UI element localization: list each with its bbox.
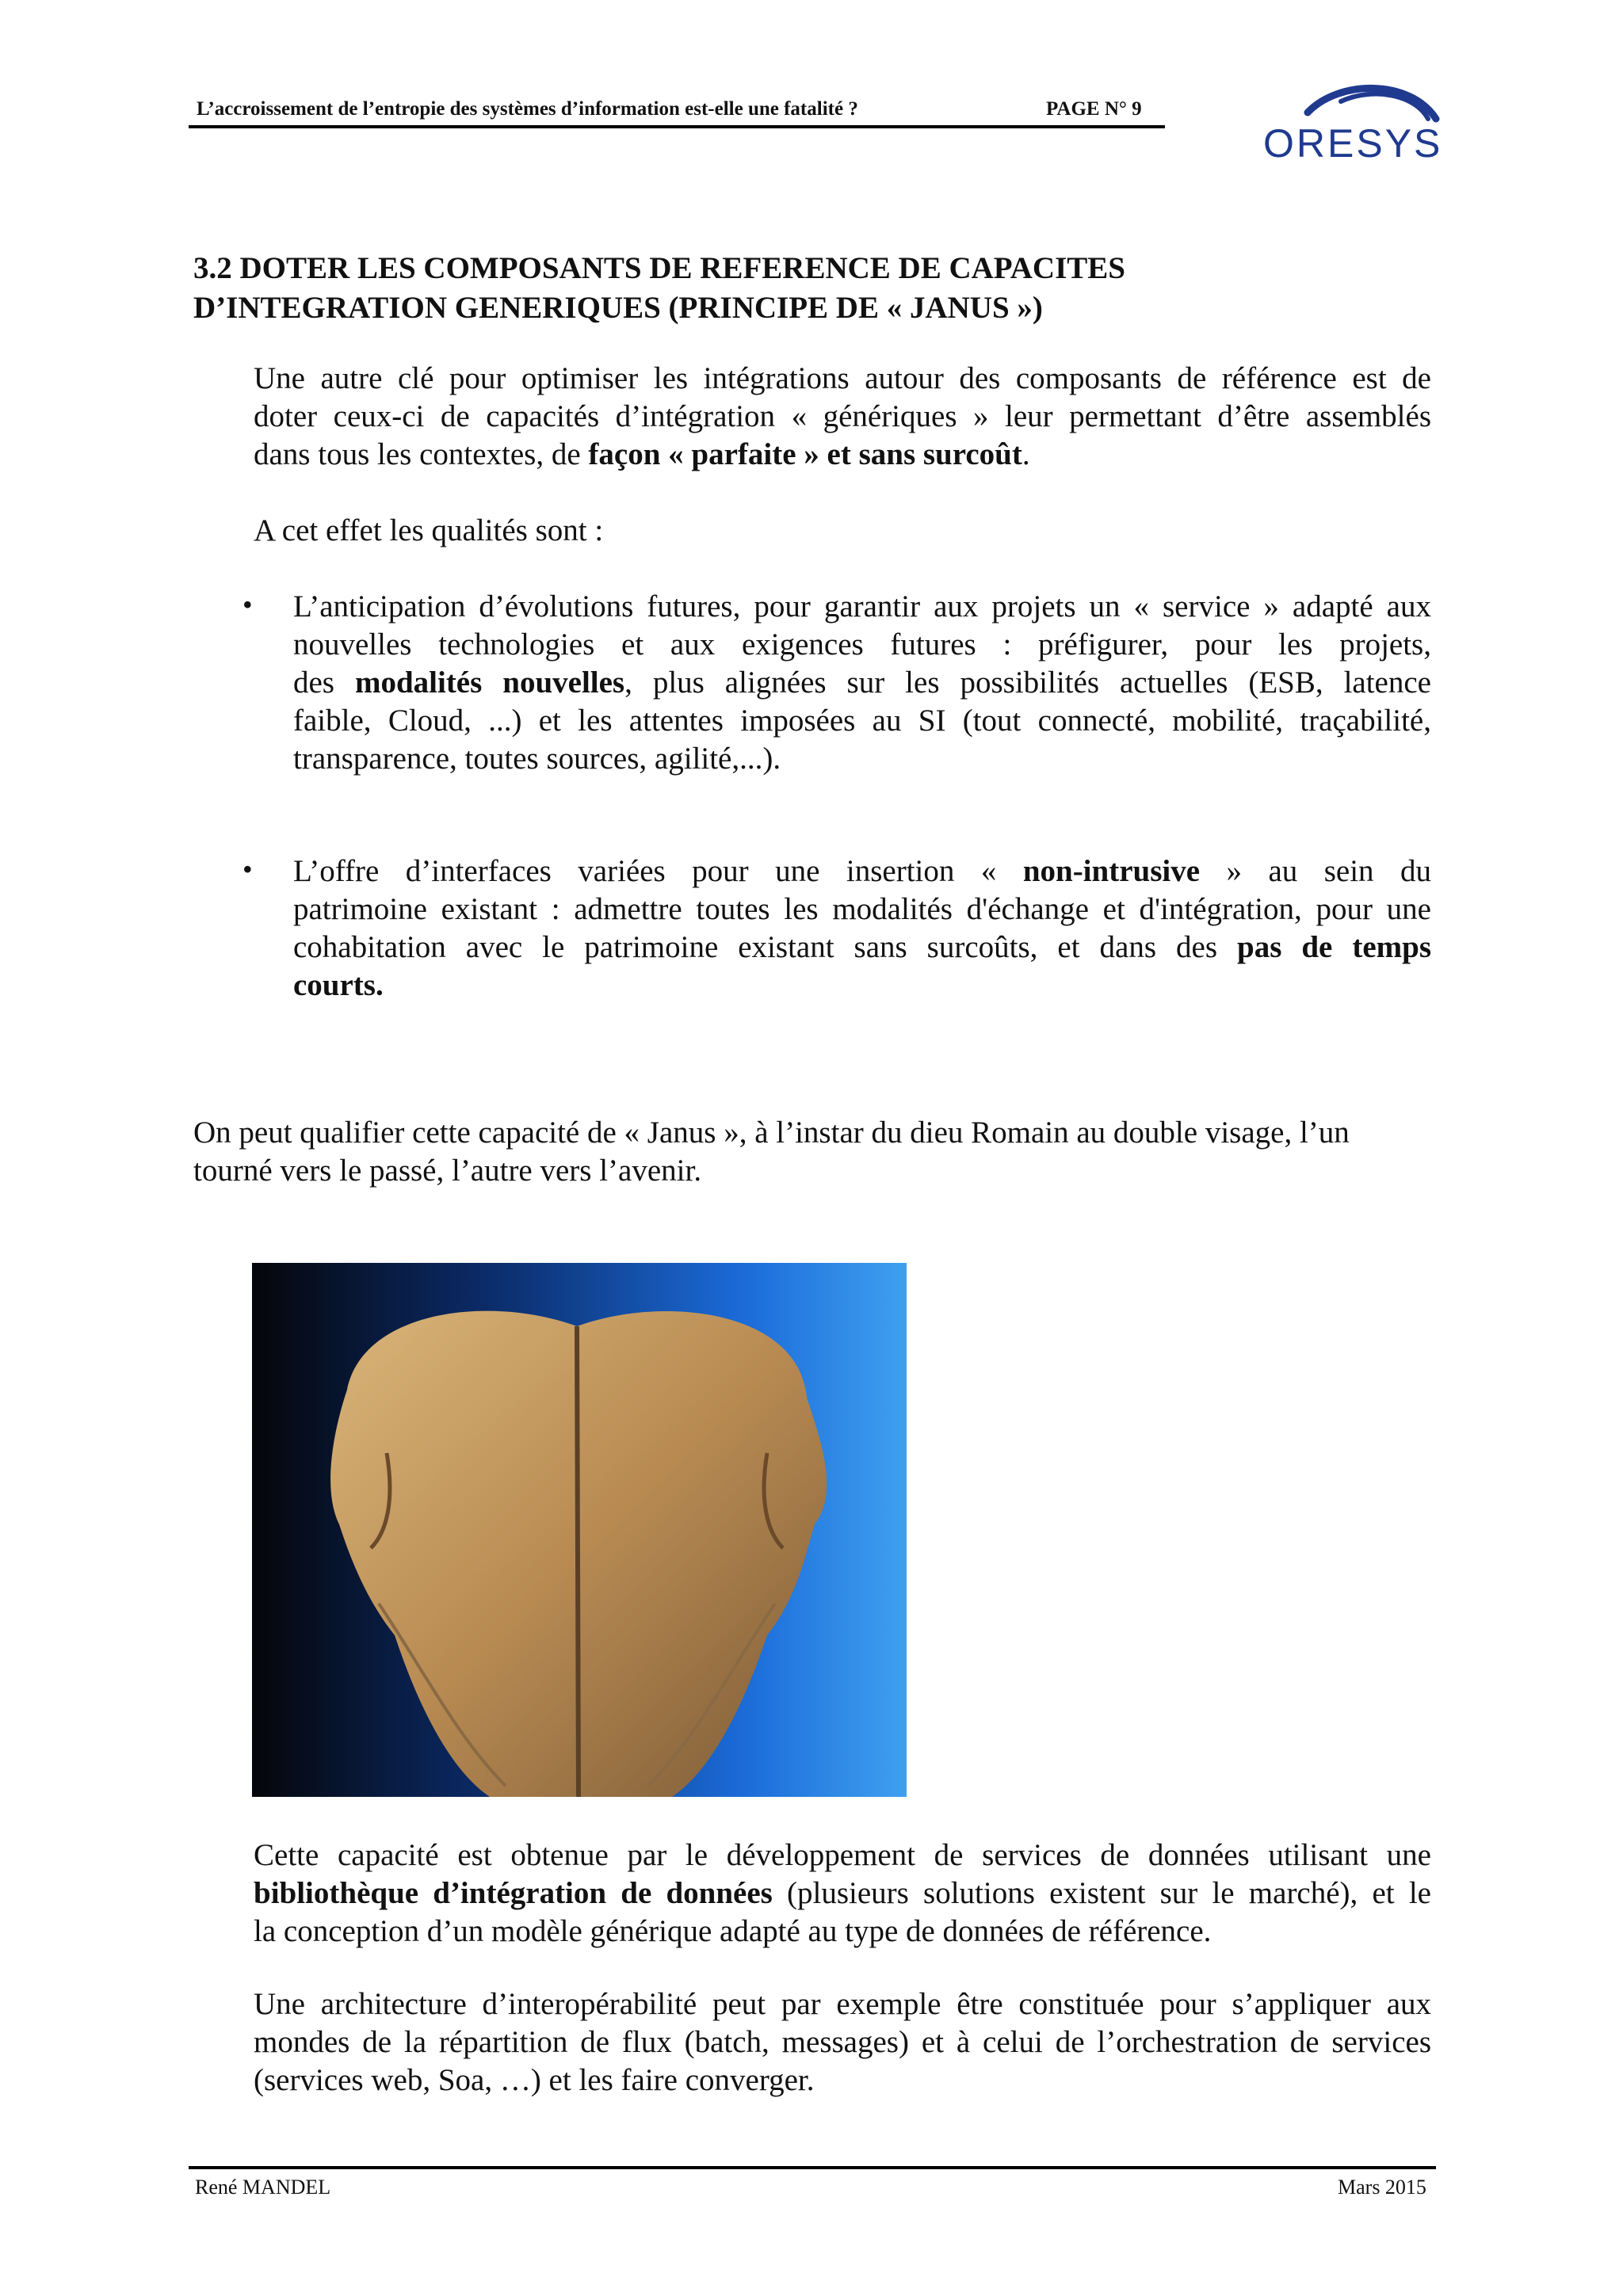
section-heading-line: 3.2 DOTER LES COMPOSANTS DE REFERENCE DE CAPACITES <box>193 251 1125 285</box>
text-line: L’anticipation d’évolutions futures, pour garantir aux projets un « service » adapté aux <box>293 589 1431 624</box>
text-line: faible, Cloud, ...) et les attentes imposées au SI (tout connecté, mobilité, traçabilité, <box>293 704 1431 738</box>
intro-paragraph <box>254 360 1431 474</box>
text-line <box>254 436 1431 474</box>
text-line: tourné vers le passé, l’autre vers l’avenir. <box>193 1154 702 1188</box>
qualities-intro: A cet effet les qualités sont : <box>254 513 604 547</box>
bullet-icon: • <box>242 589 253 620</box>
text-line: nouvelles technologies et aux exigences futures : préfigurer, pour les projets, <box>293 627 1431 662</box>
text-line: On peut qualifier cette capacité de « Janus », à l’instar du dieu Romain au double visage, l’un <box>193 1116 1350 1150</box>
text-line: Une autre clé pour optimiser les intégrations autour des composants de référence est de <box>254 361 1431 395</box>
text-run: , plus alignées sur les possibilités actuelles (ESB, latence <box>624 666 1431 700</box>
text-line: (services web, Soa, …) et les faire converger. <box>254 2063 815 2097</box>
text-line: Cette capacité est obtenue par le développement de services de données utilisant une <box>254 1838 1431 1872</box>
text-line: transparence, toutes sources, agilité,...). <box>293 742 781 776</box>
text-line <box>254 1875 1431 1913</box>
bullet-item <box>293 588 1431 778</box>
text-run: . <box>1022 437 1030 471</box>
footer-date: Mars 2015 <box>1338 2176 1426 2199</box>
text-line: doter ceux-ci de capacités d’intégration « génériques » leur permettant d’être assemblés <box>254 399 1431 433</box>
text-run: (plusieurs solutions existent sur le marché), et le <box>772 1876 1431 1910</box>
text-run: cohabitation avec le patrimoine existant sans surcoûts, et dans des <box>293 930 1237 964</box>
text-line <box>293 852 1431 891</box>
text-line: la conception d’un modèle générique adapté au type de données de référence. <box>254 1914 1212 1948</box>
janus-paragraph <box>193 1114 1445 1190</box>
header-rule <box>189 125 1165 128</box>
bold-text: bibliothèque d’intégration de données <box>254 1876 773 1910</box>
bullet-item <box>293 852 1431 1005</box>
header-title: L’accroissement de l’entropie des systèmes d’information est-elle une fatalité ? <box>197 98 858 120</box>
page-number: PAGE N° 9 <box>1046 98 1142 120</box>
text-line: Une architecture d’interopérabilité peut par exemple être constituée pour s’appliquer aux <box>254 1987 1431 2021</box>
bold-text: non-intrusive <box>1022 854 1201 888</box>
text-line: patrimoine existant : admettre toutes les modalités d'échange et d'intégration, pour une <box>293 892 1431 926</box>
text-line: mondes de la répartition de flux (batch, messages) et à celui de l’orchestration de services <box>254 2025 1431 2059</box>
text-line <box>293 929 1431 967</box>
capacity-paragraph <box>254 1836 1431 1951</box>
bold-text: pas de temps <box>1237 930 1431 964</box>
logo-text: ORESYS <box>1263 121 1443 166</box>
text-run: dans tous les contextes, de <box>254 437 589 471</box>
section-heading <box>193 249 1445 328</box>
bold-text: façon « parfaite » et sans surcoût <box>588 437 1022 471</box>
section-heading-line: D’INTEGRATION GENERIQUES (PRINCIPE DE « JANUS ») <box>193 291 1043 325</box>
oresys-logo <box>1252 63 1450 182</box>
text-run: L’offre d’interfaces variées pour une insertion « <box>293 854 1023 888</box>
footer-author: René MANDEL <box>195 2176 331 2199</box>
architecture-paragraph <box>254 1985 1431 2100</box>
text-line <box>293 967 1431 1005</box>
janus-statue-image <box>252 1263 907 1797</box>
bullet-icon: • <box>242 853 253 885</box>
bold-text: courts. <box>293 968 384 1002</box>
text-run: » au sein du <box>1200 854 1432 888</box>
footer-rule <box>189 2166 1436 2169</box>
text-line <box>293 664 1431 702</box>
bold-text: modalités nouvelles <box>354 666 625 700</box>
text-run: des <box>293 666 355 700</box>
